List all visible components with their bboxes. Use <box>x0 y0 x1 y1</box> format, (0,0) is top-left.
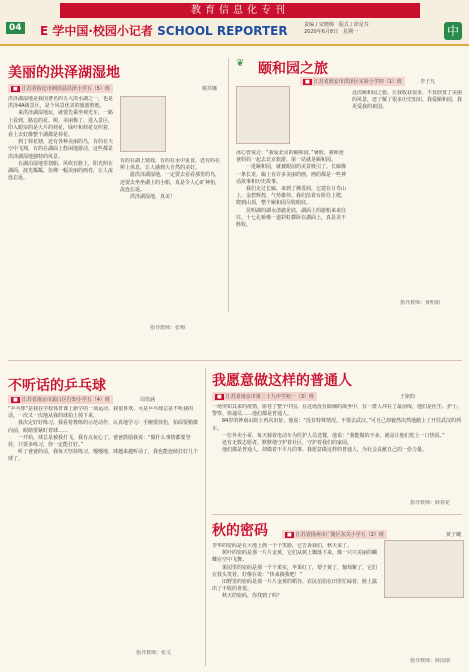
article-3-body: “乒乓球”是我在学校体育课上新学的一项运动，我很喜欢。可是乒乓球总是不听我的话，一次又一次地从我的球拍上掉下来。 我决定好好练习。我看着教练的示范动作，认真地学习：手腕要放松，拍面要稍微向前，眼睛要紧盯着球…… 一开始，球总是被我打飞，我有点灰心了。爸爸鼓励我说：“做什么事情都要坚持，只要多练习，你一定能打好。” 听了爸爸的话，我每天坚持练习，慢慢地，球越来越听话了，我也能连续打好几个球了。 <box>8 406 198 463</box>
article-2-school <box>300 77 405 86</box>
row-divider <box>212 514 462 515</box>
school-badge-icon: ■ <box>287 532 292 538</box>
editor-line: 责编 / 宋晓梅 版式 / 徐星寿 <box>304 22 369 28</box>
section-title-cn: E 学中国·校园小记者 <box>40 24 153 38</box>
article-4-title: 我愿意做这样的普通人 <box>212 373 352 389</box>
section-title <box>40 22 288 39</box>
article-4-school <box>212 392 317 401</box>
article-5-author: 黄子曦 <box>446 532 462 538</box>
article-5-photo <box>384 540 464 598</box>
article-5-school-name: 江苏省扬州市广陵区东关小学五（2）班 <box>295 532 384 538</box>
school-badge-icon: ■ <box>217 394 222 400</box>
article-2-photo <box>236 86 290 144</box>
article-3-school-name: 江苏省南京市浦口区行知小学五（4）班 <box>21 397 110 403</box>
page-number: 04 <box>6 22 25 34</box>
article-1-col-body: 有的在湖上嬉戏，有的在水中觅食，还有的在树上休息，让人感到大自然的美好。 游洪泽湖湿地，一定要去看看那里的鸟，还要去坐坐湖上的小船，真是令人心旷神怡，流连忘返。 洪泽湖湿地，真美！ <box>120 158 220 201</box>
article-2-body: 冰心曾说过：“我爱北京的颐和园。”暑假，我和爸爸妈妈一起去北京旅游，第一站就是颐和园。 一进颐和园，就被眼前的美景吸引了。长廊像一条长龙，廊上有许多美丽的画，画的都是一些神话故事和历史故事。 我们走过长廊，来到了佛香阁，它建在万寿山上，金碧辉煌，气势雄伟。我们沿着台阶往上爬，爬到山顶，整个颐和园尽收眼底。 昆明湖的湖水清澈见底，湖面上的游船来来往往，十七孔桥像一道彩虹横卧在湖面上，真是美不胜收。 <box>236 150 346 229</box>
article-1-body: 洪泽湖湿地是我国著名的五大淡水湖之一，也是洪泽4A级景区，是个风景优美的旅游胜地。 来洪泽湖湿地玩，就要先乘坐观光车，一路上看到，路边的花、树，美丽极了。进入景区，印入眼帘的是大片的荷花，绿叶和荷花交织着，看上去好像整个湖都是荷花。 到了荷花塘，还有各种美丽的鸟，有的在天空中飞翔，有的在湖面上悠闲地游动，这些都是洪泽湖湿地独特的风景。 在湖泊湿地里划船，风吹在脸上，阳光照在湖面，波光粼粼，仿佛一幅美丽的画卷，让人流连忘返。 <box>8 96 114 182</box>
article-2-title: 颐和园之旅 <box>258 61 328 77</box>
article-1-title: 美丽的洪泽湖湿地 <box>8 65 120 81</box>
article-2-author: 李子凡 <box>420 79 436 85</box>
article-5-school <box>282 530 387 539</box>
article-1-photo <box>120 96 166 152</box>
article-5-title: 秋的密码 <box>212 523 268 539</box>
brand-logo-icon: 中 <box>444 22 462 40</box>
editor-info <box>304 22 369 36</box>
article-4-teacher: 指导教师：薛春花 <box>410 500 451 506</box>
article-3-school <box>8 395 113 404</box>
school-badge-icon: ■ <box>13 86 18 92</box>
article-3-teacher: 指导教师：张文 <box>136 650 172 656</box>
article-3-title: 不听话的乒乓球 <box>8 378 106 394</box>
article-5-teacher: 指导教师：薛国瑞 <box>410 658 451 664</box>
article-5-body: 李华的密码是在大地上画一个个笑脸，它告诉我们，秋天来了。 树叶的密码是那一片片金黄，它们从树上飘落下来，像一只只美丽的蝴蝶在空中飞舞。 果园里的密码是那一个个果实，苹果红了，梨子黄了，葡萄紫了，它们在枝头笑着，好像在说：“快来摘我吧！” 田野里的密码是那一片片金黄的稻谷，农民伯伯在田里忙碌着，脸上露出了丰收的喜悦。 秋天的密码，你找到了吗？ <box>212 543 378 600</box>
masthead-banner: 教育信息化专刊 <box>60 3 420 18</box>
column-divider <box>228 58 229 312</box>
column-divider <box>205 368 206 666</box>
article-1-school-name: 江苏省宿迁市泗洪县洪泽小学五（5）班 <box>21 86 110 92</box>
article-4-school-name: 江苏省南京市第二十九中学初一（3）班 <box>225 394 314 400</box>
school-badge-icon: ■ <box>305 79 310 85</box>
section-title-en: SCHOOL REPORTER <box>157 24 288 38</box>
row-divider <box>8 360 462 361</box>
date-line: 2020年6月8日 星期一 <box>304 29 359 35</box>
article-2-school-name: 江苏省淮安市洪泽区实验小学四（1）班 <box>313 79 402 85</box>
article-2-col-body: 这次颐和园之旅，让我收获很多，不仅欣赏了美丽的风景，还了解了很多历史知识，我爱颐和园，我更爱我的祖国。 <box>352 90 462 111</box>
article-4-body: 一场突如其来的疫情，席卷了整个中国。在这场没有硝烟的战争中，有一群人冲在了最前线，他们是医生、护士、警察、快递员……他们都是普通人。 84岁的钟南山院士再次出征，他说：“没有特殊情况，不要去武汉。”可自己却毅然决然地踏上了开往武汉的列车。 一位外卖小哥，每天骑着电动车为医护人员送餐，他说：“我能做的不多，就是让他们吃上一口热饭。” 还有无数志愿者，默默地守护着社区，守护着我们的家园。 他们都是普通人，却做着不平凡的事。我愿意做这样的普通人，为社会贡献自己的一份力量。 <box>212 404 462 454</box>
school-badge-icon: ■ <box>13 397 18 403</box>
article-1-author: 蔡苏娜 <box>202 86 218 92</box>
article-1-teacher: 指导教师：张梅 <box>150 325 186 331</box>
leaf-decoration-icon: ❦ <box>236 58 245 69</box>
article-2-teacher: 指导教师：黄明娟 <box>400 300 441 306</box>
article-3-author: 周语涵 <box>140 397 156 403</box>
article-4-author: 王铭昀 <box>400 394 416 400</box>
article-1-school <box>8 84 113 93</box>
